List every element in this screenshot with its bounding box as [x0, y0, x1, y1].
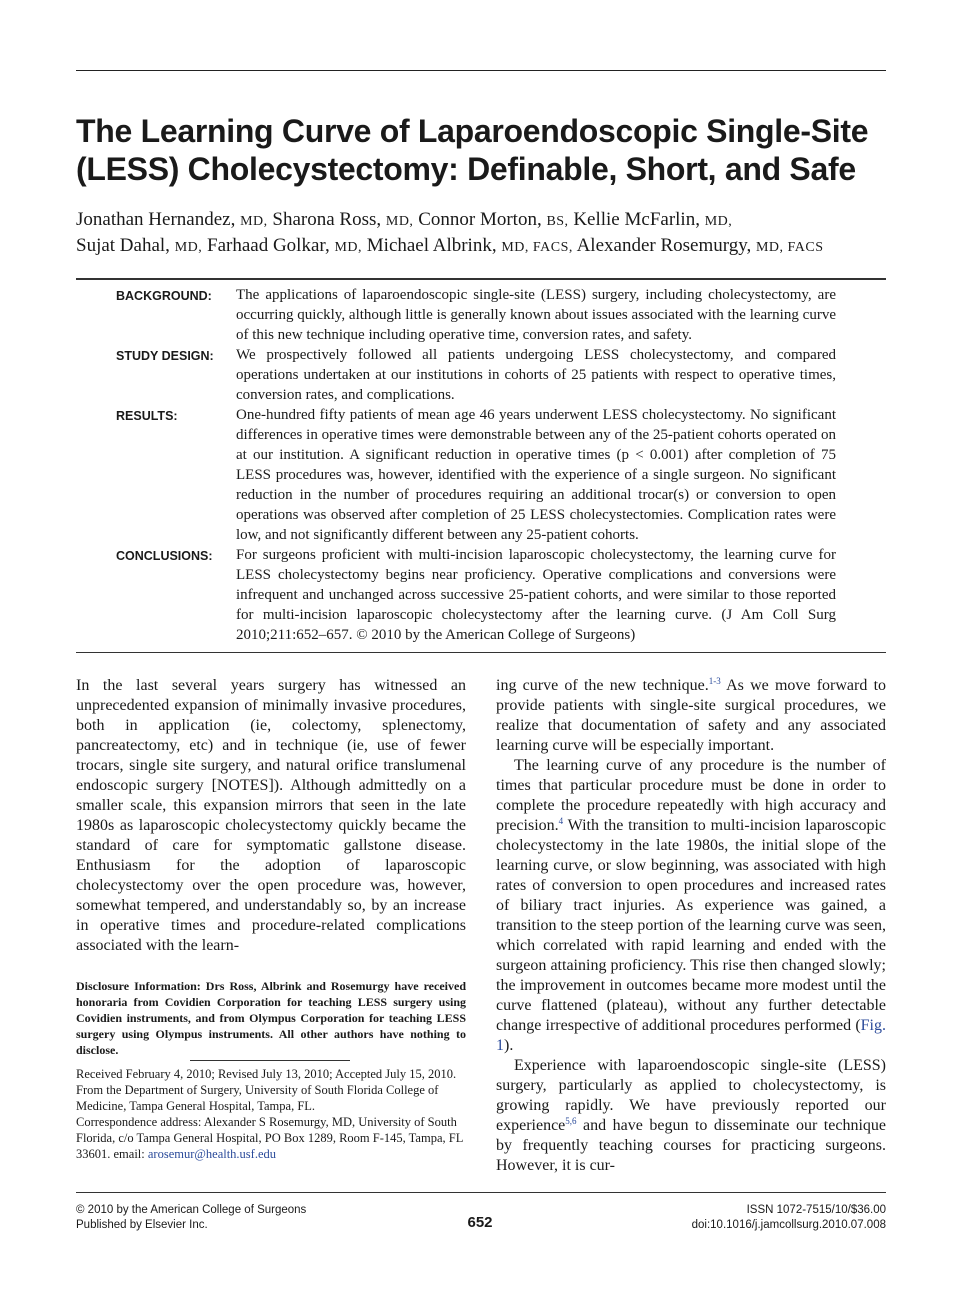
- author-name: Kellie McFarlin,: [573, 209, 700, 230]
- received-dates: Received February 4, 2010; Revised July 13, 2010; Accepted July 15, 2010.: [76, 1067, 457, 1081]
- author-degree: MD, FACS: [755, 240, 824, 255]
- correspondence: [76, 1114, 466, 1162]
- disclosure-information: Disclosure Information: Drs Ross, Albrink and Rosemurgy have received honoraria from Covidien Corporation for teaching LESS surgery using Covidien instruments, and from Olympus Corporation for teaching LESS surgery using Olympus instruments. All other authors have nothing to disclose.: [76, 979, 466, 1057]
- author-name: Farhaad Golkar,: [207, 235, 330, 256]
- body-paragraph: [496, 756, 886, 1056]
- author-degree: MD,: [704, 214, 733, 229]
- body-text: With the transition to multi-incision laparoscopic cholecystectomy in the late 1980s, the initial slope of the learning curve, or slow beginning, was associated with high rates of conversion to open procedures and increased rates of biliary tract injuries. As experience was gained, a transition to the steep portion of the learning curve was seen, which correlated with rapid learning and ended with the surgeon attaining proficiency. This rise then changed slowly; the improvement in outcomes became more modest until the curve flattened (plateau), without any further detectable change irrespective of additional procedures performed (: [496, 817, 886, 1034]
- email-link[interactable]: arosemur@health.usf.edu: [147, 1147, 277, 1161]
- article-notes: [76, 1066, 466, 1162]
- body-paragraph: [496, 1056, 886, 1176]
- author-degree: MD,: [174, 240, 203, 255]
- abstract-top-rule: [76, 278, 886, 280]
- article-title: The Learning Curve of Laparoendoscopic Single-Site (LESS) Cholecystectomy: Definable, Short, and Safe: [76, 113, 869, 187]
- author-name: Michael Albrink,: [366, 235, 497, 256]
- body-column-left: [76, 676, 466, 956]
- body-text: The learning curve of any procedure is the number of times that particular procedure must be done in order to complete the procedure repeatedly with high accuracy and precision.: [496, 757, 886, 834]
- footer-right: [692, 1203, 886, 1233]
- abstract-text: For surgeons proficient with multi-incision laparoscopic cholecystectomy, the learning curve for LESS cholecystectomy begins near proficiency. Operative complications and conversions were infrequent and unchanged across successive 25-patient cohorts, and were similar to those reported for multi-incision laparoscopic cholecystectomy after the learning curve. (J Am Coll Surg 2010;211:652–657. © 2010 by the American College of Surgeons): [236, 547, 836, 643]
- body-text: and have begun to disseminate our technique by frequently teaching courses for practicing surgeons. However, it is cur-: [496, 1117, 886, 1174]
- author-name: Connor Morton,: [418, 209, 542, 230]
- copyright: © 2010 by the American College of Surgeons: [76, 1204, 307, 1216]
- author-degree: MD,: [385, 214, 414, 229]
- author-name: Sujat Dahal,: [76, 235, 170, 256]
- author-name: Sharona Ross,: [272, 209, 382, 230]
- body-paragraph: [496, 676, 886, 756]
- footer-rule: [76, 1192, 886, 1193]
- body-text: ).: [504, 1037, 514, 1054]
- author-line-1: [76, 208, 886, 234]
- issn: ISSN 1072-7515/10/$36.00: [746, 1204, 886, 1216]
- body-text: Experience with laparoendoscopic single-site (LESS) surgery, particularly as applied to cholecystectomy, is growing rapidly. We have previously reported our experience: [496, 1057, 886, 1134]
- abstract-text: One-hundred fifty patients of mean age 46 years underwent LESS cholecystectomy. No significant differences in operative times were demonstrable between any of the 25-patient cohorts operated on at our institution. A significant reduction in operative times (p < 0.001) after completion of 75 LESS procedures was, however, identified with the experience of a single surgeon. No significant reduction in the number of procedures requiring an additional trocar(s) or conversion to open operations was observed after completion of 25 LESS cholecystectomies. Complication rates were low, and not significantly different between any 25-patient cohorts.: [236, 407, 836, 543]
- correspondence-text: Correspondence address: Alexander S Rosemurgy, MD, University of South Florida, c/o Tampa General Hospital, PO Box 1289, Room F-145, Tampa, FL 33601. email:: [76, 1115, 463, 1161]
- abstract-bottom-rule: [76, 652, 886, 653]
- body-text: As we move forward to provide patients with single-site surgical procedures, we realize that documentation of safety and any associated learning curve will be especially important.: [496, 677, 887, 754]
- footer-left: [76, 1203, 306, 1233]
- author-line-2: [76, 234, 886, 260]
- citation-link[interactable]: 4: [558, 816, 564, 826]
- author-name: Jonathan Hernandez,: [76, 209, 236, 230]
- publisher: Published by Elsevier Inc.: [76, 1219, 208, 1231]
- affiliation: From the Department of Surgery, University of South Florida College of Medicine, Tampa General Hospital, Tampa, FL.: [76, 1083, 439, 1113]
- abstract-label: RESULTS:: [116, 409, 178, 423]
- author-degree: MD, FACS,: [501, 240, 573, 255]
- abstract-label: CONCLUSIONS:: [116, 549, 213, 563]
- citation-link[interactable]: 1-3: [708, 676, 721, 686]
- author-list: [76, 208, 886, 260]
- body-paragraph: In the last several years surgery has witnessed an unprecedented expansion of minimally invasive procedures, both in application (ie, colectomy, splenectomy, pancreatectomy, etc) and in technique (ie, use of fewer trocars, single site surgery, and natural orifice translumenal endoscopic surgery [NOTES]). Although admittedly on a smaller scale, this expansion mirrors that seen in the late 1980s as laparoscopic cholecystectomy quickly became the standard of care for symptomatic gallstone disease. Enthusiasm for the adoption of laparoscopic cholecystectomy over the open procedure was, however, somewhat tempered, and understandably so, by an increase in operative times and procedure-related complications associated with the learn-: [76, 677, 466, 954]
- footnote-rule: [190, 1060, 350, 1061]
- page-number: 652: [467, 1214, 493, 1231]
- author-degree: MD,: [240, 214, 268, 229]
- figure-link[interactable]: Fig. 1: [496, 1017, 886, 1054]
- author-name: Alexander Rosemurgy,: [576, 235, 752, 256]
- abstract-text: We prospectively followed all patients undergoing LESS cholecystectomy, and compared operations undertaken at our institutions in cohorts of 25 patients with respect to operative times, conversion rates, and complications.: [236, 347, 836, 403]
- abstract-label: BACKGROUND:: [116, 289, 212, 303]
- body-text: ing curve of the new technique.: [496, 677, 709, 694]
- citation-link[interactable]: 5,6: [565, 1116, 577, 1126]
- author-degree: MD,: [334, 240, 363, 255]
- author-degree: BS,: [546, 214, 569, 229]
- body-column-right: [496, 676, 886, 1176]
- top-rule: [76, 70, 886, 71]
- doi-link[interactable]: doi:10.1016/j.jamcollsurg.2010.07.008: [691, 1219, 886, 1231]
- abstract-label: STUDY DESIGN:: [116, 349, 214, 363]
- abstract-text: The applications of laparoendoscopic single-site (LESS) surgery, including cholecystectomy, are occurring quickly, although little is generally known about issues associated with the learning curve of this new technique including operative time, conversion rates, and safety.: [236, 287, 836, 343]
